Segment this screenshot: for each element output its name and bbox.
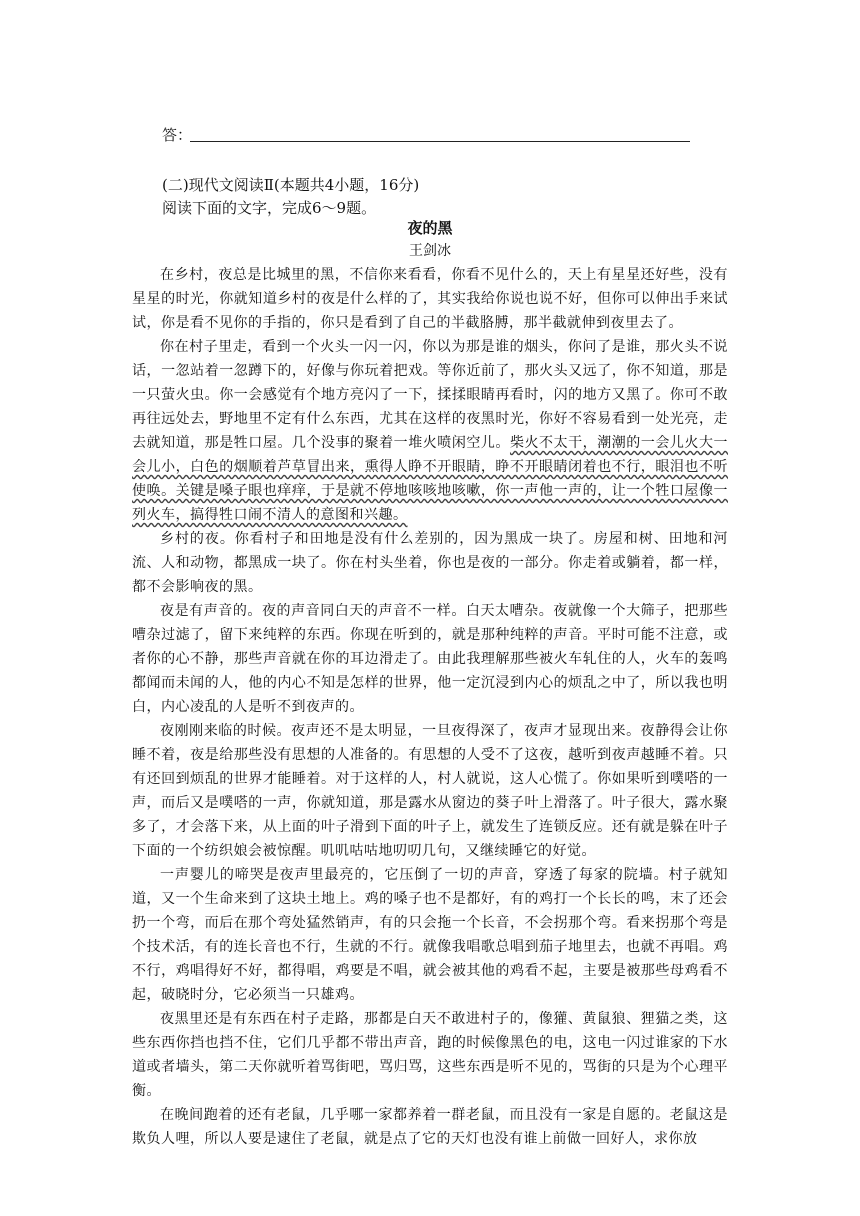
article-title: 夜的黑 xyxy=(407,219,453,237)
paragraph-5: 夜刚刚来临的时候。夜声还不是太明显，一旦夜得深了，夜声才显现出来。夜静得会让你睡不着，夜是给那些没有思想的人准备的。有思想的人受不了这夜，越听到夜声越睡不着。只有还回到烦乱的世界才能睡着。对于这样的人，村人就说，这人心慌了。你如果听到噗嗒的一声，而后又是噗嗒的一声，你就知道，那是露水从窗边的葵子叶上滑落了。叶子很大，露水聚多了，才会落下来，从上面的叶子滑到下面的叶子上，就发生了连锁反应。还有就是躲在叶子下面的一个纺织娘会被惊醒。叽叽咕咕地叨叨几句，又继续睡它的好觉。 xyxy=(132,723,728,859)
paragraph-8: 在晚间跑着的还有老鼠，几乎哪一家都养着一群老鼠，而且没有一家是自愿的。老鼠这是欺负人哩，所以人要是逮住了老鼠，就是点了它的天灯也没有谁上前做一回好人，求你放 xyxy=(132,1107,728,1147)
paragraph-4: 夜是有声音的。夜的声音同白天的声音不一样。白天太嘈杂。夜就像一个大筛子，把那些嘈杂过滤了，留下来纯粹的东西。你现在听到的，就是那种纯粹的声音。平时可能不注意，或者你的心不静，那些声音就在你的耳边滑走了。由此我理解那些被火车轧住的人，火车的轰鸣都闻而未闻的人，他的内心不知是怎样的世界，他一定沉浸到内心的烦乱之中了，所以我也明白，内心凌乱的人是听不到夜声的。 xyxy=(132,603,728,715)
paragraph-2 xyxy=(132,335,728,527)
paragraph-1: 在乡村，夜总是比城里的黑，不信你来看看，你看不见什么的，天上有星星还好些，没有星星的时光，你就知道乡村的夜是什么样的了，其实我给你说也说不好，但你可以伸出手来试试，你是看不见你的手指的，你只是看到了自己的半截胳膊，那半截就伸到夜里去了。 xyxy=(132,267,728,331)
paragraph-3: 乡村的夜。你看村子和田地是没有什么差别的，因为黑成一块了。房屋和树、田地和河流、人和动物，都黑成一块了。你在村头坐着，你也是夜的一部分。你走着或躺着，都一样，都不会影响夜的黑。 xyxy=(132,531,728,595)
paragraph-2-text: 你在村子里走，看到一个火头一闪一闪，你以为那是谁的烟头，你问了是谁，那火头不说话，一忽站着一忽蹲下的，好像与你玩着把戏。等你近前了，那火头又远了，你不知道，那是一只萤火虫。你一会感觉有个地方亮闪了一下，揉揉眼睛再看时，闪的地方又黑了。你可不敢再往远处去，野地里不定有什么东西，尤其在这样的夜黑时光，你好不容易看到一处光亮，走去就知道，那是牲口屋。几个没事的聚着一堆火喷闲空儿。 xyxy=(132,339,728,451)
answer-label: 答： xyxy=(162,126,193,144)
answer-blank xyxy=(190,141,690,142)
reading-instruction: 阅读下面的文字，完成6～9题。 xyxy=(162,199,377,217)
article-author: 王剑冰 xyxy=(409,243,451,259)
section-heading: (二)现代文阅读Ⅱ(本题共4小题，16分) xyxy=(162,176,420,194)
paragraph-6: 一声婴儿的啼哭是夜声里最亮的，它压倒了一切的声音，穿透了每家的院墙。村子就知道，又一个生命来到了这块土地上。鸡的嗓子也不是都好，有的鸡打一个长长的鸣，末了还会扔一个弯，而后在那个弯处猛然销声，有的只会拖一个长音，不会拐那个弯。看来拐那个弯是个技术活，有的连长音也不行，生就的不行。就像我唱歌总唱到茄子地里去，也就不再唱。鸡不行，鸡唱得好不好，都得唱，鸡要是不唱，就会被其他的鸡看不起，主要是被那些母鸡看不起，破晓时分，它必须当一只雄鸡。 xyxy=(132,867,728,1003)
paragraph-7: 夜黑里还是有东西在村子走路，那都是白天不敢进村子的，像獾、黄鼠狼、狸猫之类，这些东西你挡也挡不住，它们几乎都不带出声音，跑的时候像黑色的电，这电一闪过谁家的下水道或者墙头，第二天你就听着骂街吧，骂归骂，这些东西是听不见的，骂街的只是为个心理平衡。 xyxy=(132,1011,728,1099)
paragraph-2-underlined-text: 柴火不太干，潮潮的一会儿火大一会儿小，白色的烟顺着芦草冒出来，熏得人睁不开眼睛，睁不开眼睛闭着也不行，眼泪也不听使唤。关键是嗓子眼也痒痒，于是就不停地咳咳地咳嗽，你一声他一声的，让一个牲口屋像一列火车，搞得牲口闹不清人的意图和兴趣。 xyxy=(132,435,729,523)
article-body xyxy=(132,263,728,1151)
answer-line xyxy=(162,124,702,146)
